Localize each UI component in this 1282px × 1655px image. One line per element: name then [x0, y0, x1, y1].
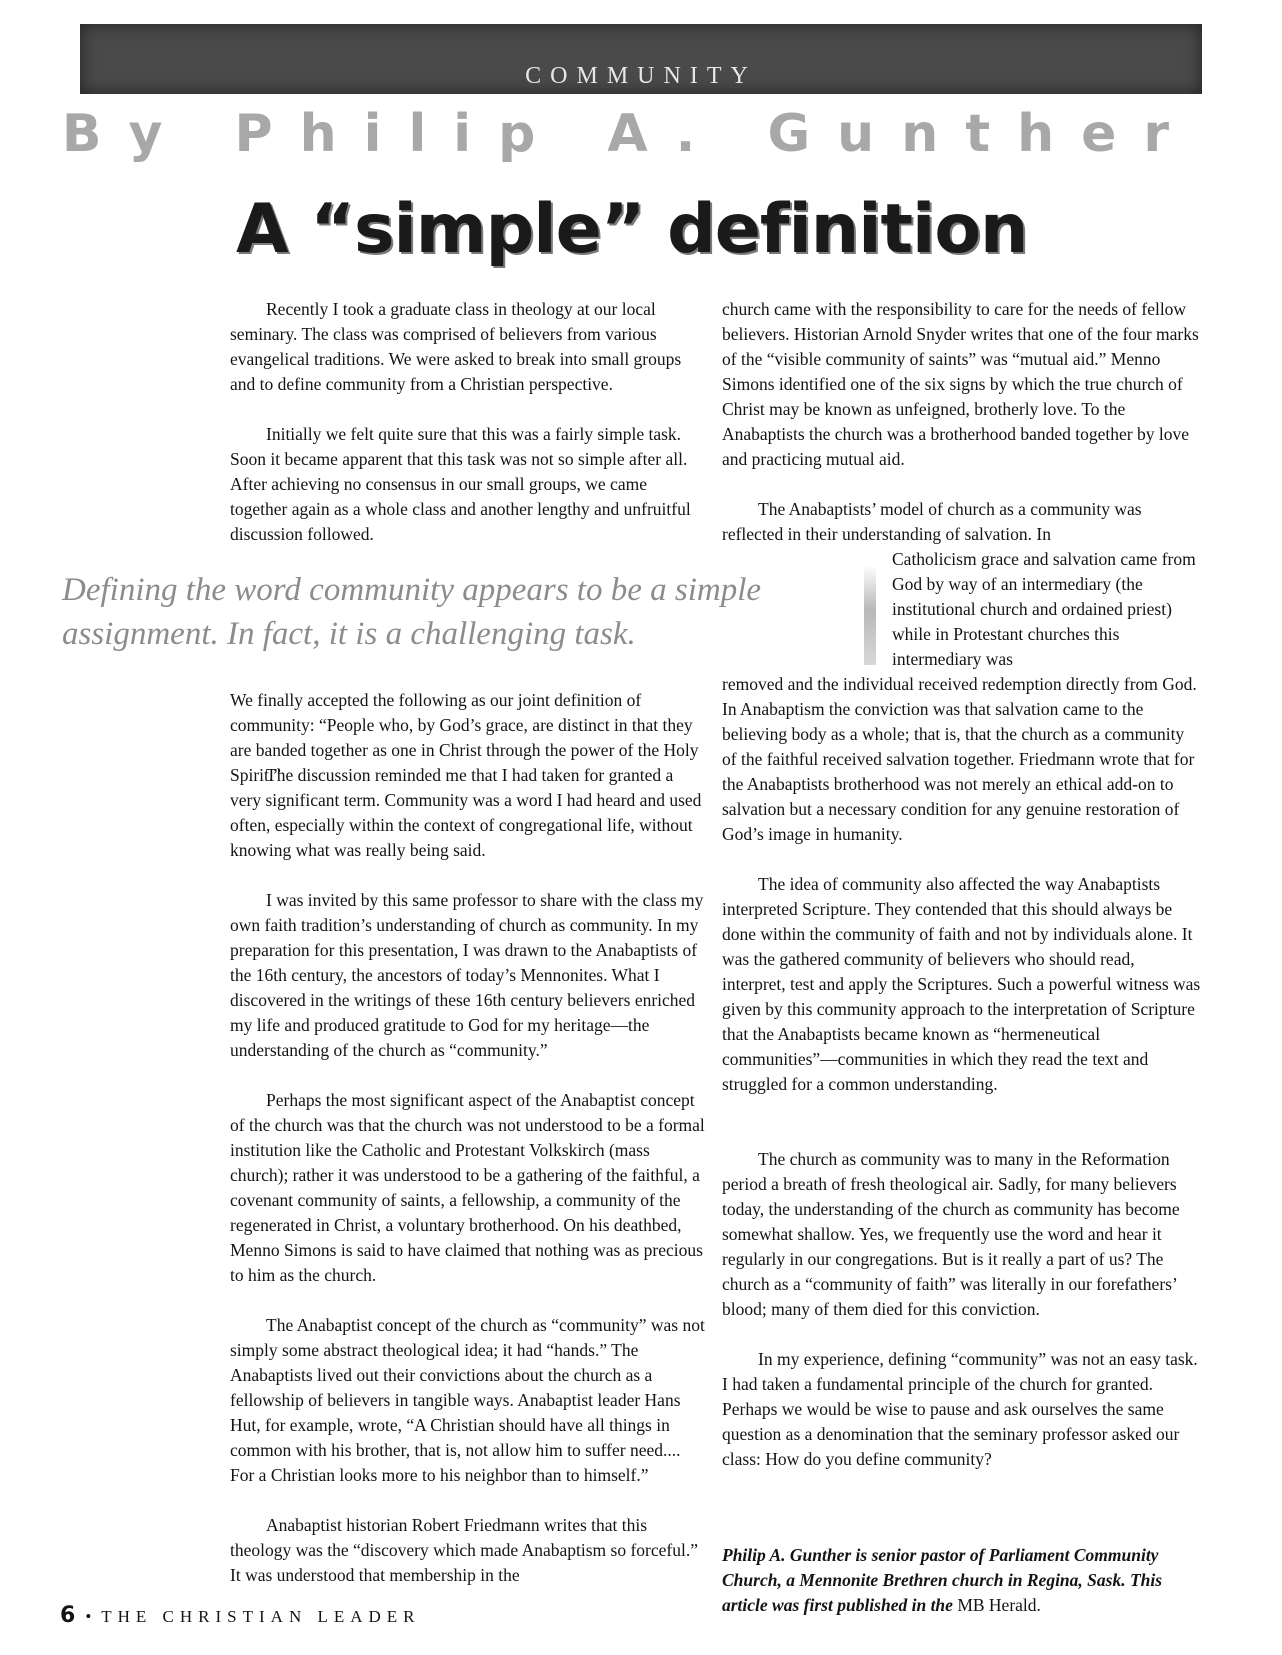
article-title: A “simple” definition [236, 190, 1028, 269]
body-paragraph-6: Perhaps the most significant aspect of the Anabaptist concept of the church was that the church was not understood to be a formal institution like the Catholic and Protestant Volkskirch (mass church); rather it was understood to be a gathering of the faithful, a covenant community of saints, a fellowship, a community of the regenerated in Christ, a voluntary brotherhood. On his deathbed, Menno Simons is said to have claimed that nothing was as precious to him as the church. [230, 1090, 705, 1285]
body-paragraph-8: Anabaptist historian Robert Friedmann writes that this theology was the “discovery which made Anabaptism so forceful.” It was understood that membership in the [230, 1515, 698, 1585]
pull-quote-bar [864, 565, 876, 665]
body-paragraph-10b: Catholicism grace and salvation came from God by way of an intermediary (the institutional church and ordained priest) while in Protestant churches this intermediary was [892, 549, 1196, 669]
page-footer [60, 1603, 421, 1628]
body-paragraph-1: Recently I took a graduate class in theology at our local seminary. The class was comprised of believers from various evangelical traditions. We were asked to break into small groups and to define community from a Christian perspective. [230, 299, 682, 394]
body-paragraph-13: In my experience, defining “community” was not an easy task. I had taken a fundamental principle of the church for granted. Perhaps we would be wise to pause and ask ourselves the same question as a denomination that the seminary professor asked our class: How do you define community? [722, 1349, 1198, 1469]
body-paragraph-3: We finally accepted the following as our joint definition of community: “People who, by God’s grace, are distinct in that they are banded together as one in Christ through the power of the Holy Spirit.” [230, 690, 699, 785]
section-banner [80, 24, 1202, 94]
body-paragraph-11: The idea of community also affected the way Anabaptists interpreted Scripture. They contended that this should always be done within the community of faith and not by individuals alone. It was the gathered community of believers who should read, interpret, test and apply the Scriptures. Such a powerful witness was given by this community approach to the interpretation of Scripture that the Anabaptists became known as “hermeneutical communities”—communities in which they read the text and struggled for a common understanding. [722, 874, 1201, 1094]
byline: By Philip A. Gunther [61, 104, 1196, 164]
body-paragraph-2: Initially we felt quite sure that this was a fairly simple task. Soon it became apparent that this task was not so simple after all. After achieving no consensus in our small groups, we came together again as a whole class and another lengthy and unfruitful discussion followed. [230, 424, 691, 544]
footer-publication: THE CHRISTIAN LEADER [101, 1607, 421, 1626]
body-paragraph-7: The Anabaptist concept of the church as “community” was not simply some abstract theological idea; it had “hands.” The Anabaptists lived out their convictions about the church as a fellowship of believers in tangible ways. Anabaptist leader Hans Hut, for example, wrote, “A Christian should have all things in common with his brother, that is, not allow him to suffer need.... For a Christian looks more to his neighbor than to himself.” [230, 1315, 705, 1485]
body-paragraph-4: The discussion reminded me that I had taken for granted a very significant term. Community was a word I had heard and used often, especially within the context of congregational life, without knowing what was really being said. [230, 765, 702, 860]
section-label: COMMUNITY [525, 63, 757, 89]
author-bio-text: Philip A. Gunther is senior pastor of Parliament Community Church, a Mennonite Brethren church in Regina, Sask. This article was first published in the [722, 1545, 1163, 1615]
body-paragraph-5: I was invited by this same professor to share with the class my own faith tradition’s understanding of church as community. In my preparation for this presentation, I was drawn to the Anabaptists of the 16th century, the ancestors of today’s Mennonites. What I discovered in the writings of these 16th century believers enriched my life and produced gratitude to God for my heritage—the understanding of the church as “community.” [230, 890, 704, 1060]
author-bio [722, 1543, 1202, 1618]
body-paragraph-12: The church as community was to many in the Reformation period a breath of fresh theological air. Sadly, for many believers today, the understanding of the church as community has become somewhat shallow. Yes, we frequently use the word and hear it regularly in our congregations. But is it really a part of us? The church as a “community of faith” was literally in our forefathers’ blood; many of them died for this conviction. [722, 1149, 1180, 1319]
footer-bullet: • [85, 1607, 92, 1626]
body-paragraph-9: church came with the responsibility to care for the needs of fellow believers. Historian Arnold Snyder writes that one of the four marks of the “visible community of saints” was “mutual aid.” Menno Simons identified one of the six signs by which the true church of Christ may be known as unfeigned, brotherly love. To the Anabaptists the church was a brotherhood banded together by love and practicing mutual aid. [722, 299, 1199, 469]
pull-quote: Defining the word community appears to be a simple assignment. In fact, it is a challenging task. [62, 572, 762, 652]
body-paragraph-10a: The Anabaptists’ model of church as a community was reflected in their understanding of salvation. In [722, 499, 1142, 544]
author-bio-publication: MB Herald. [957, 1595, 1041, 1615]
body-paragraph-10c: removed and the individual received redemption directly from God. In Anabaptism the conviction was that salvation came to the believing body as a whole; that is, that the church as a community of the faithful received salvation together. Friedmann wrote that for the Anabaptists brotherhood was not merely an ethical add-on to salvation but a necessary condition for any genuine restoration of God’s image in humanity. [722, 674, 1197, 844]
page-number: 6 [60, 1603, 76, 1628]
